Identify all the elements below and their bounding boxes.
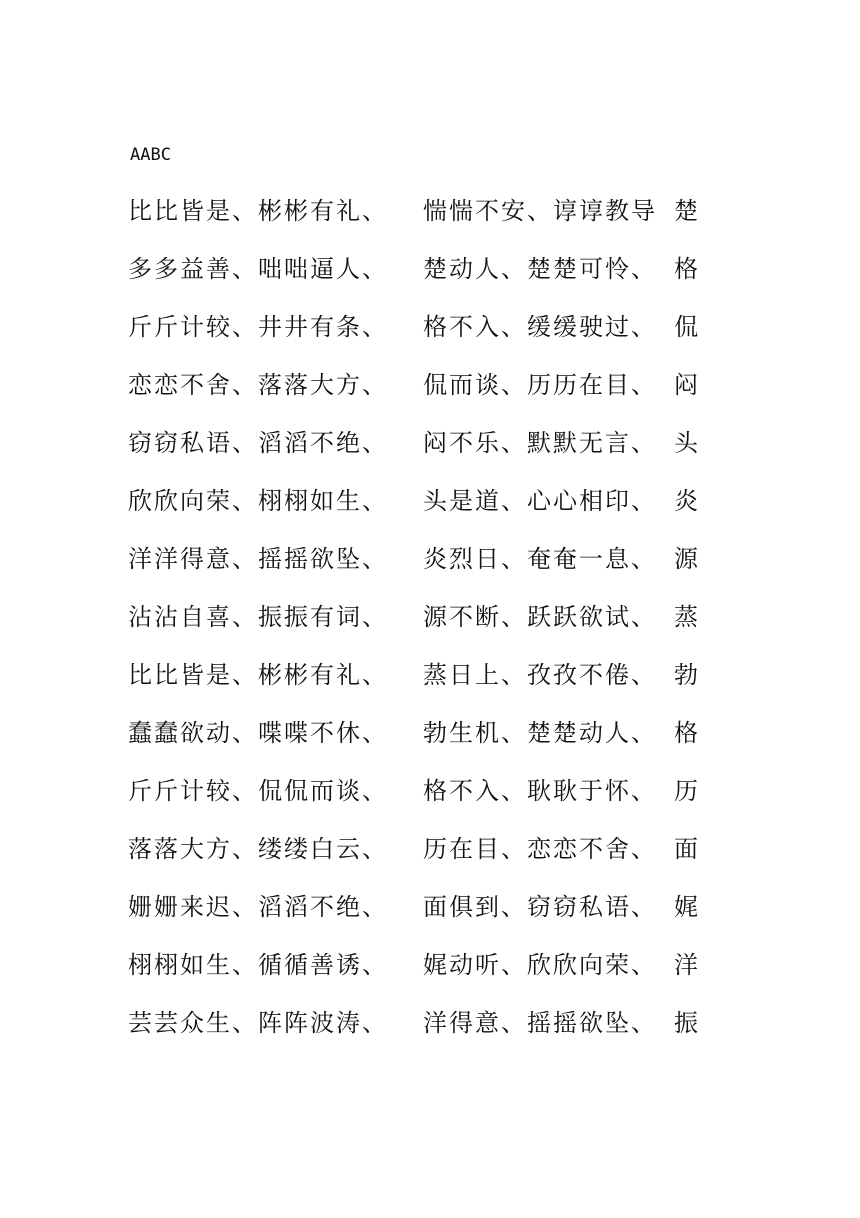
line-right-text: 历 [674,777,698,805]
text-line [0,481,860,521]
line-right-text: 勃 [674,661,698,689]
text-line [0,249,860,289]
text-line [0,945,860,985]
text-line [0,771,860,811]
line-middle-text: 惴惴不安、谆谆教导 [423,197,657,225]
line-middle-text: 闷不乐、默默无言、 [423,429,657,457]
line-right-text: 蒸 [674,603,698,631]
line-left-text: 栩栩如生、循循善诱、 [128,951,388,979]
line-left-text: 落落大方、缕缕白云、 [128,835,388,863]
line-left-text: 斤斤计较、侃侃而谈、 [128,777,388,805]
text-line [0,655,860,695]
text-line [0,597,860,637]
line-middle-text: 历在目、恋恋不舍、 [423,835,657,863]
line-middle-text: 格不入、耿耿于怀、 [423,777,657,805]
line-middle-text: 面俱到、窃窃私语、 [423,893,657,921]
line-middle-text: 侃而谈、历历在目、 [423,371,657,399]
line-left-text: 欣欣向荣、栩栩如生、 [128,487,388,515]
line-middle-text: 娓动听、欣欣向荣、 [423,951,657,979]
line-right-text: 侃 [674,313,698,341]
line-right-text: 头 [674,429,698,457]
text-line [0,191,860,231]
line-middle-text: 蒸日上、孜孜不倦、 [423,661,657,689]
line-right-text: 楚 [674,197,698,225]
line-middle-text: 楚动人、楚楚可怜、 [423,255,657,283]
text-line [0,539,860,579]
text-line [0,1003,860,1043]
text-line [0,423,860,463]
line-middle-text: 格不入、缓缓驶过、 [423,313,657,341]
section-heading: AABC [130,145,171,165]
line-left-text: 芸芸众生、阵阵波涛、 [128,1009,388,1037]
line-right-text: 格 [674,255,698,283]
line-right-text: 格 [674,719,698,747]
line-right-text: 闷 [674,371,698,399]
line-middle-text: 洋得意、摇摇欲坠、 [423,1009,657,1037]
line-right-text: 娓 [674,893,698,921]
line-left-text: 窃窃私语、滔滔不绝、 [128,429,388,457]
text-line [0,307,860,347]
line-right-text: 面 [674,835,698,863]
line-right-text: 源 [674,545,698,573]
line-middle-text: 源不断、跃跃欲试、 [423,603,657,631]
line-middle-text: 勃生机、楚楚动人、 [423,719,657,747]
line-left-text: 沾沾自喜、振振有词、 [128,603,388,631]
line-middle-text: 头是道、心心相印、 [423,487,657,515]
text-line [0,887,860,927]
line-left-text: 比比皆是、彬彬有礼、 [128,661,388,689]
text-line [0,365,860,405]
text-line [0,829,860,869]
line-left-text: 比比皆是、彬彬有礼、 [128,197,388,225]
line-left-text: 斤斤计较、井井有条、 [128,313,388,341]
line-right-text: 炎 [674,487,698,515]
line-middle-text: 炎烈日、奄奄一息、 [423,545,657,573]
line-left-text: 洋洋得意、摇摇欲坠、 [128,545,388,573]
line-left-text: 恋恋不舍、落落大方、 [128,371,388,399]
text-line [0,713,860,753]
line-right-text: 洋 [674,951,698,979]
line-right-text: 振 [674,1009,698,1037]
line-left-text: 蠢蠢欲动、喋喋不休、 [128,719,388,747]
line-left-text: 姗姗来迟、滔滔不绝、 [128,893,388,921]
line-left-text: 多多益善、咄咄逼人、 [128,255,388,283]
